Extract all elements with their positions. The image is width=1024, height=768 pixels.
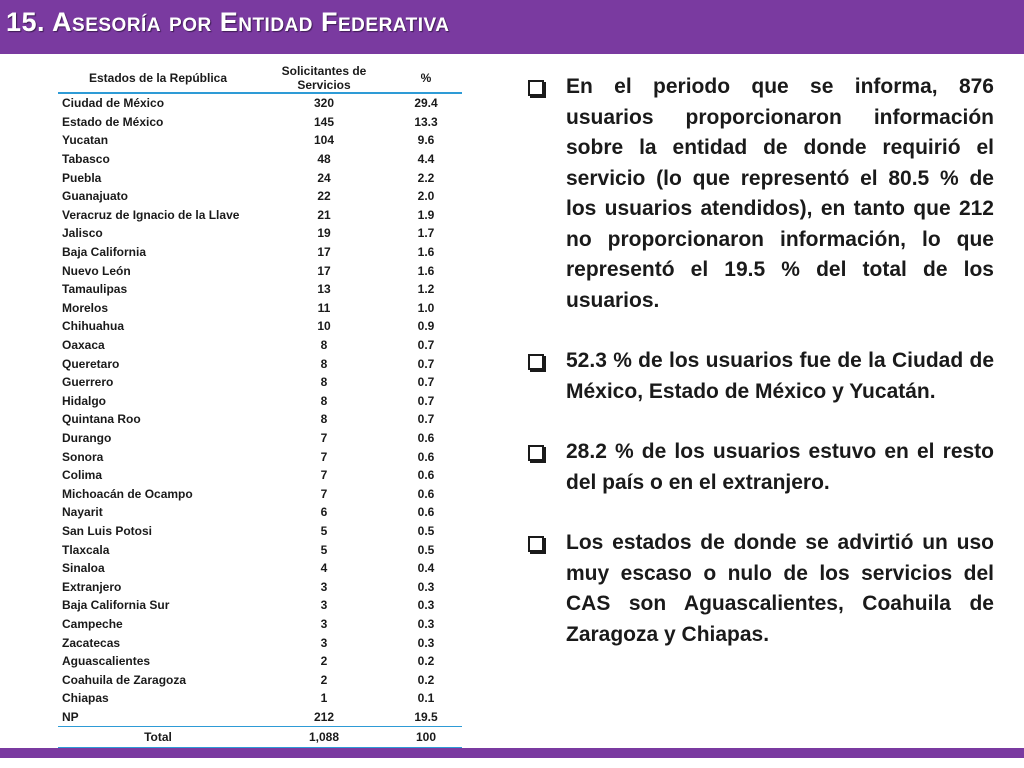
table-row (58, 615, 462, 634)
percent-cell: 1.7 (417, 226, 435, 241)
state-cell: San Luis Potosi (62, 523, 153, 538)
state-cell: Guanajuato (62, 189, 129, 204)
table-row (58, 280, 462, 299)
percent-cell: 0.9 (417, 319, 435, 334)
column-header-requesters: Solicitantes de Servicios (258, 64, 390, 93)
states-table-container (58, 64, 462, 750)
requesters-cell: 7 (320, 486, 328, 501)
percent-cell: 0.3 (417, 579, 435, 594)
table-row (58, 503, 462, 522)
requesters-cell: 8 (320, 375, 328, 390)
requesters-cell: 3 (320, 616, 328, 631)
state-cell: Chiapas (62, 691, 109, 706)
bullet-item (524, 346, 994, 407)
percent-cell: 0.3 (417, 598, 435, 613)
requesters-cell: 2 (320, 654, 328, 669)
checkbox-bullet-icon (528, 354, 544, 370)
footer-bar (0, 748, 1024, 758)
table-row (58, 596, 462, 615)
state-cell: Queretaro (62, 356, 120, 371)
state-cell: Morelos (62, 300, 109, 315)
requesters-cell: 3 (320, 579, 328, 594)
table-row (58, 261, 462, 280)
table-row (58, 540, 462, 559)
state-cell: Yucatan (62, 133, 109, 148)
state-cell: Baja California Sur (62, 598, 170, 613)
table-row (58, 131, 462, 150)
requesters-cell: 6 (320, 505, 328, 520)
state-cell: Nuevo León (62, 263, 131, 278)
percent-cell: 1.0 (417, 300, 435, 315)
requesters-cell: 8 (320, 412, 328, 427)
state-cell: NP (62, 709, 79, 724)
table-row (58, 633, 462, 652)
column-header-state: Estados de la República (58, 64, 258, 93)
state-cell: Sinaloa (62, 561, 105, 576)
requesters-cell: 24 (317, 170, 331, 185)
table-row (58, 577, 462, 596)
state-cell: Oaxaca (62, 338, 105, 353)
bullet-text: 52.3 % de los usuarios fue de la Ciudad de México, Estado de México y Yucatán. (566, 349, 994, 403)
column-header-percent: % (390, 64, 462, 93)
state-cell: Veracruz de Ignacio de la Llave (62, 207, 240, 222)
requesters-cell: 8 (320, 393, 328, 408)
percent-cell: 4.4 (417, 152, 435, 167)
table-body (58, 93, 462, 727)
state-cell: Campeche (62, 616, 123, 631)
table-row (58, 429, 462, 448)
requesters-cell: 8 (320, 356, 328, 371)
table-row (58, 317, 462, 336)
table-row (58, 559, 462, 578)
percent-cell: 0.3 (417, 616, 435, 631)
table-row (58, 168, 462, 187)
requesters-cell: 19 (317, 226, 331, 241)
requesters-cell: 21 (317, 207, 331, 222)
table-row (58, 410, 462, 429)
percent-cell: 0.6 (417, 486, 435, 501)
requesters-cell: 7 (320, 449, 328, 464)
summary-panel (524, 72, 994, 680)
percent-cell: 0.6 (417, 505, 435, 520)
requesters-cell: 17 (317, 245, 331, 260)
percent-cell: 0.6 (417, 430, 435, 445)
bullet-item (524, 437, 994, 498)
state-cell: Colima (62, 468, 103, 483)
percent-cell: 2.2 (417, 170, 435, 185)
state-cell: Nayarit (62, 505, 103, 520)
requesters-cell: 4 (320, 561, 328, 576)
state-cell: Puebla (62, 170, 102, 185)
percent-cell: 2.0 (417, 189, 435, 204)
state-cell: Durango (62, 430, 112, 445)
table-row (58, 689, 462, 708)
percent-cell: 0.2 (417, 672, 435, 687)
state-cell: Tlaxcala (62, 542, 110, 557)
percent-cell: 9.6 (417, 133, 435, 148)
percent-cell: 0.7 (417, 412, 435, 427)
percent-cell: 0.7 (417, 338, 435, 353)
percent-cell: 0.2 (417, 654, 435, 669)
table-row (58, 354, 462, 373)
requesters-cell: 2 (320, 672, 328, 687)
total-label: Total (58, 727, 258, 749)
states-table (58, 64, 462, 750)
requesters-cell: 5 (320, 542, 328, 557)
requesters-cell: 8 (320, 338, 328, 353)
total-percent: 100 (390, 727, 462, 749)
state-cell: Estado de México (62, 114, 164, 129)
state-cell: Zacatecas (62, 635, 121, 650)
state-cell: Chihuahua (62, 319, 124, 334)
table-row (58, 392, 462, 411)
table-row (58, 206, 462, 225)
table-row (58, 652, 462, 671)
table-row (58, 484, 462, 503)
title-bar (0, 0, 1024, 54)
state-cell: Jalisco (62, 226, 103, 241)
percent-cell: 29.4 (414, 96, 438, 111)
requesters-cell: 17 (317, 263, 331, 278)
percent-cell: 19.5 (414, 709, 438, 724)
requesters-cell: 7 (320, 430, 328, 445)
percent-cell: 13.3 (414, 114, 438, 129)
state-cell: Hidalgo (62, 393, 106, 408)
state-cell: Guerrero (62, 375, 114, 390)
state-cell: Baja California (62, 245, 147, 260)
table-row (58, 93, 462, 113)
requesters-cell: 104 (313, 133, 335, 148)
table-row (58, 447, 462, 466)
table-row (58, 150, 462, 169)
table-row (58, 113, 462, 132)
table-row (58, 708, 462, 727)
state-cell: Aguascalientes (62, 654, 151, 669)
table-row (58, 224, 462, 243)
requesters-cell: 1 (320, 691, 328, 706)
state-cell: Sonora (62, 449, 104, 464)
percent-cell: 0.5 (417, 542, 435, 557)
requesters-cell: 11 (317, 300, 331, 315)
state-cell: Michoacán de Ocampo (62, 486, 193, 501)
state-cell: Tabasco (62, 152, 110, 167)
requesters-cell: 3 (320, 635, 328, 650)
requesters-cell: 48 (317, 152, 331, 167)
percent-cell: 1.9 (417, 207, 435, 222)
requesters-cell: 22 (317, 189, 331, 204)
bullet-text: Los estados de donde se advirtió un uso muy escaso o nulo de los servicios del CAS son Aguascalientes, Coahuila de Zaragoza y Chiapas. (566, 531, 994, 646)
bullet-text: En el periodo que se informa, 876 usuarios proporcionaron información sobre la entidad de donde requirió el servicio (lo que representó el 80.5 % de los usuarios atendidos), en tanto que 212 no proporcionaron información, lo que representó el 19.5 % del total de los usuarios. (566, 75, 994, 312)
percent-cell: 1.6 (417, 263, 435, 278)
requesters-cell: 7 (320, 468, 328, 483)
percent-cell: 0.3 (417, 635, 435, 650)
checkbox-bullet-icon (528, 536, 544, 552)
state-cell: Ciudad de México (62, 96, 165, 111)
checkbox-bullet-icon (528, 445, 544, 461)
percent-cell: 0.7 (417, 356, 435, 371)
table-row (58, 187, 462, 206)
state-cell: Coahuila de Zaragoza (62, 672, 187, 687)
requesters-cell: 212 (313, 709, 335, 724)
requesters-cell: 145 (313, 114, 335, 129)
percent-cell: 0.7 (417, 393, 435, 408)
table-row (58, 373, 462, 392)
bullet-text: 28.2 % de los usuarios estuvo en el resto del país o en el extranjero. (566, 440, 994, 494)
state-cell: Quintana Roo (62, 412, 141, 427)
checkbox-bullet-icon (528, 80, 544, 96)
state-cell: Tamaulipas (62, 282, 128, 297)
percent-cell: 0.4 (417, 561, 435, 576)
table-header-row (58, 64, 462, 93)
table-row (58, 299, 462, 318)
bullet-item (524, 528, 994, 650)
percent-cell: 0.5 (417, 523, 435, 538)
table-row (58, 336, 462, 355)
page-title: 15. Asesoría por Entidad Federativa (6, 7, 450, 37)
percent-cell: 0.6 (417, 449, 435, 464)
requesters-cell: 5 (320, 523, 328, 538)
table-row (58, 243, 462, 262)
requesters-cell: 13 (317, 282, 331, 297)
total-requesters: 1,088 (258, 727, 390, 749)
requesters-cell: 320 (313, 96, 335, 111)
state-cell: Extranjero (62, 579, 122, 594)
table-row (58, 466, 462, 485)
table-row (58, 522, 462, 541)
percent-cell: 0.6 (417, 468, 435, 483)
percent-cell: 1.6 (417, 245, 435, 260)
requesters-cell: 3 (320, 598, 328, 613)
percent-cell: 1.2 (417, 282, 435, 297)
table-total-row (58, 727, 462, 749)
requesters-cell: 10 (317, 319, 331, 334)
table-row (58, 670, 462, 689)
percent-cell: 0.7 (417, 375, 435, 390)
percent-cell: 0.1 (417, 691, 435, 706)
bullet-item (524, 72, 994, 316)
